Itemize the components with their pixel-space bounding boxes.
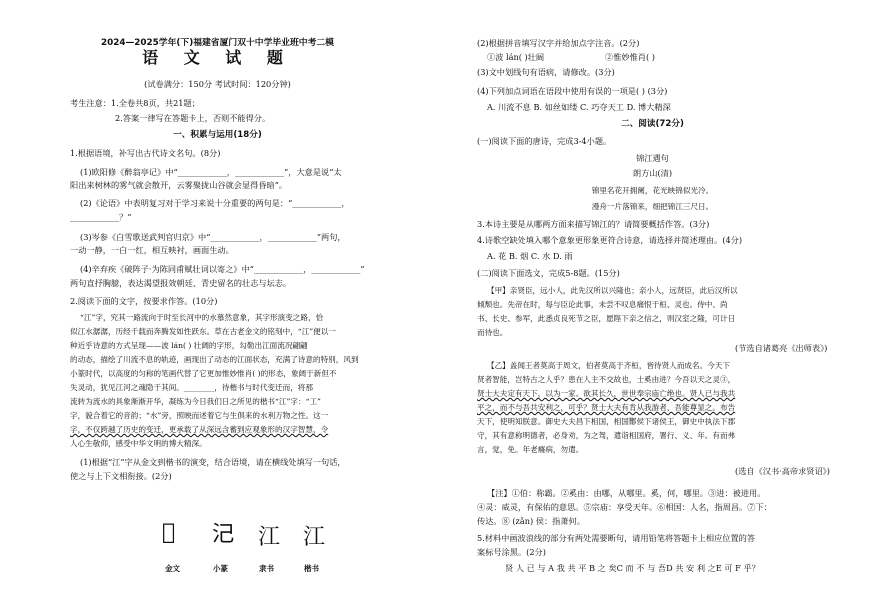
article-a-line: 倾颓也。先帝在时，每与臣论此事，未尝不叹息痛恨于桓、灵也。侍中、尚 xyxy=(477,300,728,309)
poem-title: 锦江遇句 xyxy=(636,153,669,163)
article-a-line: 【甲】亲贤臣，远小人，此先汉所以兴隆也；亲小人，远贤臣，此后汉所以 xyxy=(487,286,738,295)
glyph-lishu: 江 xyxy=(258,525,281,550)
reading-a-intro: (一)阅读下面的唐诗，完成3-4小题。 xyxy=(477,136,612,146)
passage-line-underlined: 字，不仅跨越了历史的变迁，更承载了从深远含蓄到应观象形的汉字智慧，令 xyxy=(70,425,329,434)
article-b-line-underlined: 平之，而不与吾共安利之，可乎？贤士大夫有肯从我游者，吾能尊显之。布告 xyxy=(477,403,736,412)
caption-kaishu: 楷书 xyxy=(304,564,319,573)
question-1: 1.根据语境，补写出古代诗文名句。(8分) xyxy=(70,148,221,158)
passage-line: 的动态，描绘了川流不息的轨迹，画现出了动态的江面状态，充满了诗意的特别，风到 xyxy=(70,355,359,364)
article-b-line: 贤者智能，岂特古之人乎？患在人主不交故也，士奚由进？今吾以天之灵③， xyxy=(477,375,736,384)
q1-2-line2: ____________？” xyxy=(70,212,132,222)
article-a-line: 书、长史、参军，此悉贞良死节之臣，愿陛下亲之信之，则汉室之隆，可计日 xyxy=(477,314,736,323)
q2-4: (4)下列加点词语在语段中使用有误的一项是( ) (3分) xyxy=(477,86,668,96)
passage-line: 字，貌合着它的音韵；“水”旁，照映而述着它与生俱来的水利万物之性。这一 xyxy=(70,411,329,420)
section-2-title: 二、阅读(72分) xyxy=(621,119,684,129)
caption-xiaozhuan: 小篆 xyxy=(213,564,228,573)
q2-2-a: ①波 lán( )壮阔 xyxy=(487,52,545,62)
article-b-line: 守，其有意称明德者，必身劝，为之驾，遣诣相国府，署行、义、年。有而弗 xyxy=(477,431,736,440)
passage-line: 似江水潺潺，历经千载而奔腾发如性跃东。草在古老金文的铭刻中，“江”便以一 xyxy=(70,327,336,336)
reading-b-intro: (二)阅读下面选文，完成5-8题。(15分) xyxy=(477,268,620,278)
q2-1-line2: 使之与上下文相衔接。(2分) xyxy=(70,471,172,481)
article-b-line: 天下，使明知朕意。御史大夫昌下相国，相国酇侯下诸侯王，御史中执法下郡 xyxy=(477,417,736,426)
q1-3-line1: (3)岑参《白雪歌送武判官归京》中“____________，____________”两句， xyxy=(80,232,346,242)
question-2: 2.阅读下面的文字，按要求作答。(10分) xyxy=(70,296,218,306)
passage-line: “江”字，究其一路流向于时至长河中的水慕然意象，其字形演变之路，恰 xyxy=(80,313,324,322)
glyph-kaishu: 江 xyxy=(303,525,326,550)
section-1-title: 一、积累与运用(18分) xyxy=(173,130,262,140)
exam-meta: (试卷满分：150分 考试时间：120分钟) xyxy=(144,79,291,89)
passage-line: 失灵动，犹见江河之魂隐于其间。________，待楷书与时代变迁而，将那 xyxy=(70,383,313,392)
q2-1-line1: (1)根据“江”字从金文到楷书的演变，结合语境，请在横线处填写一句话， xyxy=(80,457,346,467)
exam-header: 2024—2025学年(下)福建省厦门双十中学毕业班中考二模 xyxy=(101,38,334,48)
article-b-source: (选自《汉书·高帝求贤诏》) xyxy=(735,466,830,476)
question-5-sentence: 贤 人 已 与 A 我 共 平 B 之 矣C 而 不 与 吾D 共 安 利 之E 可 F 乎？ xyxy=(505,563,760,573)
article-a-line: 而待也。 xyxy=(477,328,508,337)
q1-1-line1: (1)欧阳修《醉翁亭记》中“____________，____________”，大意是说“太 xyxy=(80,167,342,177)
q1-4-line2: 两句直抒胸臆，表达渴望报效朝廷、青史留名的壮志与坛志。 xyxy=(70,278,292,288)
note-line-1: 【注】①伯：称霸。②奚由：由哪，从哪里。奚，何，哪里。③进：被进用。 xyxy=(487,488,766,498)
poem-author: 朗方山(清) xyxy=(632,168,673,178)
article-b-line: 【乙】盖闻王者莫高于周文，伯者莫高于齐桓，皆待贤人而成名。今天下 xyxy=(487,361,730,370)
article-a-source: (节选自诸葛亮《出师表》) xyxy=(735,343,828,353)
q2-3: (3)文中划线句有语病，请修改。(3分) xyxy=(477,67,615,77)
poem-line-2: 漫舟一片落锦来，细把锦江三尺日。 xyxy=(591,202,714,211)
glyph-jinwen: 𪴟 xyxy=(162,520,176,545)
glyph-xiaozhuan: 𣲆 xyxy=(212,522,235,547)
note-line-3: 传达。⑧ (zǎn) 侯：指萧何。 xyxy=(477,516,585,526)
article-b-line-underlined: 贤士大夫定有天下，以为一家。欲其长久，世世奉宗庙亡绝也。贤人已与我共 xyxy=(477,389,736,398)
right-column xyxy=(435,0,870,614)
question-5: 5.材料中画波浪线的部分有两处需要断句，请用铅笔将答题卡上相应位置的答 xyxy=(477,533,756,543)
question-5-line2: 案标号涂黑。(2分) xyxy=(477,547,546,557)
question-3: 3.本诗主要是从哪两方面来描写锦江的？请简要概括作答。(3分) xyxy=(477,219,710,229)
q1-2-line1: (2)《论语》中表明复习对于学习来说十分重要的两句是：“____________， xyxy=(80,198,350,208)
passage-line: 种近乎诗意的方式呈现——波 lán( ) 壮阔的字形，勾勒出江面流况翩翩 xyxy=(70,341,308,350)
passage-line: 人心生敬仰，感受中华文明的博大精深。 xyxy=(70,439,207,448)
q2-2: (2)根据拼音填写汉字并给加点字注音。(2分) xyxy=(477,38,640,48)
q2-4-options: A. 川流不息 B. 如丝如缕 C. 巧夺天工 D. 博大精深 xyxy=(487,102,671,112)
q2-2-b: ②惟妙惟肖( ) xyxy=(605,52,655,62)
caption-jinwen: 金文 xyxy=(165,564,180,573)
page-title: 语 文 试 题 xyxy=(142,48,293,67)
passage-line: 流转为流水的具象渐渐开华，凝练为今日我们日之所见的楷书“江”字：“工” xyxy=(70,397,321,406)
q1-3-line2: 一动一静，一白一红，相互映衬，画面生动。 xyxy=(70,245,234,255)
q1-4-line1: (4)辛弃疾《破阵子·为陈同甫赋壮词以寄之》中“____________，____________” xyxy=(80,264,365,274)
q1-1-line2: 阳出来树林的雾气就会散开，云雾聚拢山谷就会显得昏暗”。 xyxy=(70,180,288,190)
question-4: 4.诗歌空缺处填入哪个意象更形象更符合诗意，请选择并简述理由。(4分) xyxy=(477,235,743,245)
article-b-line: 言，觉，免。年老癃病，勿遣。 xyxy=(477,445,584,454)
notice-1: 考生注意：1.全卷共8页，共21题； xyxy=(70,98,200,108)
note-line-2: ④灵：威灵，有保佑的意思。⑤宗庙：享受天年。⑥相国：人名，指周昌。⑦下： xyxy=(477,502,772,512)
poem-line-1: 锦里名花开拥阑，花光映锦似光冷。 xyxy=(591,186,714,195)
passage-line: 小篆时代，以高度的匀称的笔画代替了它更加惟妙惟肖( )的形态，象阔于新但不 xyxy=(70,369,337,378)
notice-2: 2.答案一律写在答题卡上，否则不能得分。 xyxy=(115,113,271,123)
question-4-options: A. 花 B. 烟 C. 水 D. 雨 xyxy=(487,251,573,261)
caption-lishu: 隶书 xyxy=(259,564,274,573)
